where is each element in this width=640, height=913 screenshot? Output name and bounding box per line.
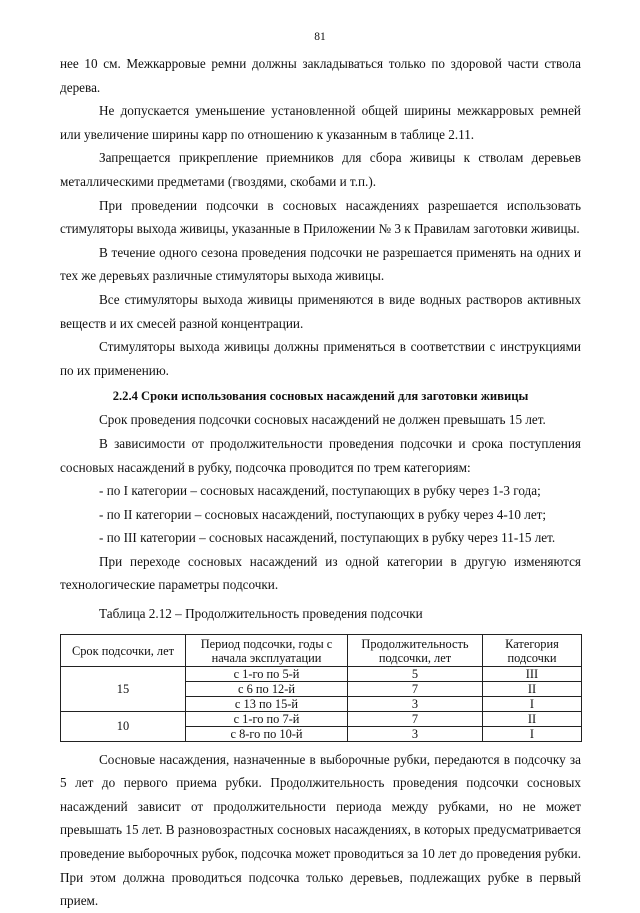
duration-table <box>60 634 582 742</box>
paragraph: Сосновые насаждения, назначенные в выборочные рубки, передаются в подсочку за 5 лет до первого приема рубки. Продолжительность проведения подсочки сосновых насаждений зависит от продолжительности периода между рубками, но не может превышать 15 лет. В разновозрастных сосновых насаждениях, в которых предусматривается проведение выборочных рубок, подсочка может проводиться за 10 лет до проведения рубки. При этом должна проводиться подсочка только деревьев, подлежащих рубке в первый прием. <box>60 751 581 909</box>
list-item: - по III категории – сосновых насаждений, поступающих в рубку через 11-15 лет. <box>99 530 556 546</box>
cell-period: с 6 по 12-й <box>186 681 348 696</box>
cell-duration: 7 <box>348 711 483 726</box>
cell-duration: 3 <box>348 696 483 711</box>
header-duration: Продолжительность подсочки, лет <box>348 634 483 666</box>
cell-period: с 8-го по 10-й <box>186 726 348 741</box>
header-term: Срок подсочки, лет <box>61 634 186 666</box>
cell-period: с 1-го по 5-й <box>186 666 348 681</box>
paragraph: Не допускается уменьшение установленной общей ширины межкарровых ремней или увеличение ширины карр по отношению к указанным в таблице 2.11. <box>60 103 581 142</box>
cell-category: I <box>483 696 582 711</box>
table-row <box>61 711 582 726</box>
cell-term: 15 <box>61 666 186 711</box>
list-item: - по II категории – сосновых насаждений, поступающих в рубку через 4-10 лет; <box>99 506 547 522</box>
cell-category: III <box>483 666 582 681</box>
cell-category: II <box>483 681 582 696</box>
cell-category: I <box>483 726 582 741</box>
cell-term: 10 <box>61 711 186 741</box>
paragraph: Стимуляторы выхода живицы должны применяться в соответствии с инструкциями по их применению. <box>60 339 581 378</box>
paragraph: Все стимуляторы выхода живицы применяются в виде водных растворов активных веществ и их смесей разной концентрации. <box>60 291 581 331</box>
paragraph: Срок проведения подсочки сосновых насаждений не должен превышать 15 лет. <box>99 412 546 428</box>
paragraph: нее 10 см. Межкарровые ремни должны закладываться только по здоровой части ствола дерева. <box>60 56 581 95</box>
header-category: Категория подсочки <box>483 634 582 666</box>
paragraph: Запрещается прикрепление приемников для сбора живицы к стволам деревьев металлическими предметами (гвоздями, скобами и т.п.). <box>60 150 581 189</box>
section-heading: 2.2.4 Сроки использования сосновых насаждений для заготовки живицы <box>112 389 529 404</box>
page-number: 81 <box>314 31 326 43</box>
table-header-row <box>61 634 582 666</box>
table-caption: Таблица 2.12 – Продолжительность проведения подсочки <box>99 606 423 622</box>
cell-duration: 7 <box>348 681 483 696</box>
cell-period: с 1-го по 7-й <box>186 711 348 726</box>
paragraph: При переходе сосновых насаждений из одной категории в другую изменяются технологические параметры подсочки. <box>60 553 581 593</box>
cell-duration: 5 <box>348 666 483 681</box>
paragraph: В течение одного сезона проведения подсочки не разрешается применять на одних и тех же деревьях различные стимуляторы выхода живицы. <box>60 244 581 284</box>
list-item: - по I категории – сосновых насаждений, поступающих в рубку через 1-3 года; <box>99 483 541 499</box>
table-row <box>61 666 582 681</box>
cell-category: II <box>483 711 582 726</box>
document-body <box>60 52 581 913</box>
header-period: Период подсочки, годы с начала эксплуатации <box>186 634 348 666</box>
paragraph: При проведении подсочки в сосновых насаждениях разрешается использовать стимуляторы выхода живицы, указанные в Приложении № 3 к Правилам заготовки живицы. <box>60 197 581 237</box>
cell-period: с 13 по 15-й <box>186 696 348 711</box>
paragraph: В зависимости от продолжительности проведения подсочки и срока поступления сосновых насаждений в рубку, подсочка проводится по трем категориям: <box>60 435 581 475</box>
cell-duration: 3 <box>348 726 483 741</box>
